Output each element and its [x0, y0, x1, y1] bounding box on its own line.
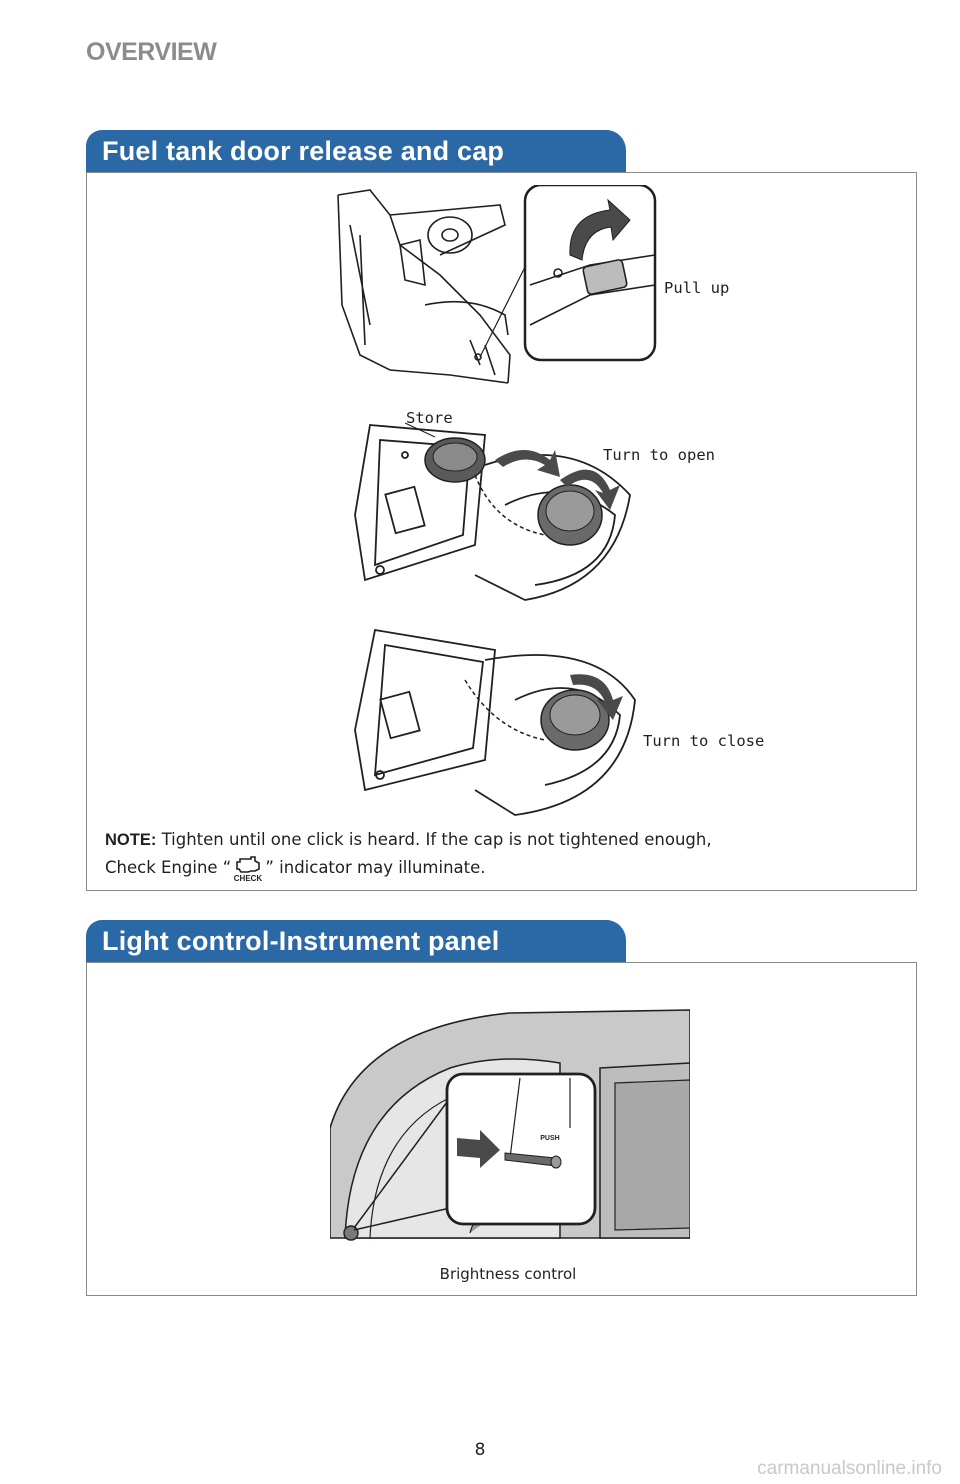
fuel-note: [105, 826, 895, 882]
check-icon-label: CHECK: [234, 874, 263, 882]
fuel-door-open-illustration: [345, 415, 645, 605]
fuel-section-tab: [86, 130, 622, 174]
turn-to-close-label: Turn to close: [643, 732, 765, 750]
watermark: carmanualsonline.info: [757, 1458, 942, 1479]
push-label: PUSH: [540, 1135, 560, 1142]
brightness-control-caption: Brightness control: [439, 1265, 577, 1283]
note-line2-end: ” indicator may illuminate.: [265, 858, 486, 877]
section-header: OVERVIEW: [86, 38, 217, 66]
car-interior-illustration: [330, 185, 660, 385]
turn-to-open-label: Turn to open: [603, 446, 715, 464]
instrument-panel-illustration: [330, 1008, 690, 1248]
page-number: 8: [474, 1440, 486, 1460]
fuel-door-close-illustration: [345, 620, 645, 820]
pull-up-label: Pull up: [664, 279, 730, 297]
fuel-section-title: Fuel tank door release and cap: [102, 136, 505, 166]
check-engine-icon: [231, 856, 265, 882]
note-prefix: NOTE:: [105, 831, 157, 849]
note-line1: Tighten until one click is heard. If the cap is not tightened enough,: [161, 830, 712, 849]
store-label: Store: [406, 409, 453, 427]
note-line2-start: Check Engine “: [105, 858, 232, 877]
light-section-title: Light control-Instrument panel: [102, 926, 500, 956]
light-section-tab: [86, 920, 622, 964]
